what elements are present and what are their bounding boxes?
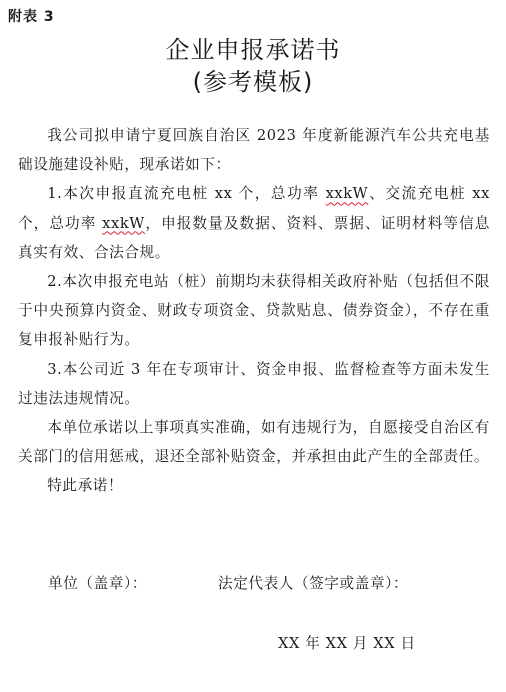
- closing-line: 特此承诺！: [47, 477, 124, 495]
- intro-paragraph: 我公司拟申请宁夏回族自治区 2023 年度新能源汽车公共充电基础设施建设补贴，现承诺如下：: [18, 127, 490, 174]
- item1-text-a: 1.本次申报直流充电桩 xx 个，总功率: [47, 185, 326, 203]
- document-subtitle: (参考模板): [192, 68, 314, 96]
- commitment-item-2: 2.本次申报充电站（桩）前期均未获得相关政府补贴（包括但不限于中央预算内资金、财政专项资金、贷款贴息、债券资金），不存在重复申报补贴行为。: [18, 273, 490, 349]
- item1-text-b: 、交流充电桩 xx 个，总功率: [18, 185, 490, 232]
- item1-text-c: ，申报数量及数据、资料、票据、证明材料等信息真实有效、合法合规。: [18, 214, 490, 261]
- item1-power-dc: xxkW: [325, 185, 369, 203]
- document-body: [18, 121, 490, 501]
- item1-power-ac: xxkW: [102, 214, 145, 232]
- unit-seal-label: 单位（盖章）：: [48, 575, 148, 592]
- pledge-paragraph: 本单位承诺以上事项真实准确，如有违规行为，自愿接受自治区有关部门的信用惩戒，退还全部补贴资金，并承担由此产生的全部责任。: [18, 419, 490, 466]
- commitment-item-3: 3.本公司近 3 年在专项审计、资金申报、监督检查等方面未发生过违法违规情况。: [18, 360, 490, 407]
- legal-rep-label: 法定代表人（签字或盖章）：: [218, 575, 409, 592]
- document-title: 企业申报承诺书: [165, 36, 341, 64]
- commitment-item-1: [18, 179, 490, 267]
- appendix-label: 附表 3: [8, 9, 55, 25]
- date-line: XX 年 XX 月 XX 日: [278, 635, 416, 652]
